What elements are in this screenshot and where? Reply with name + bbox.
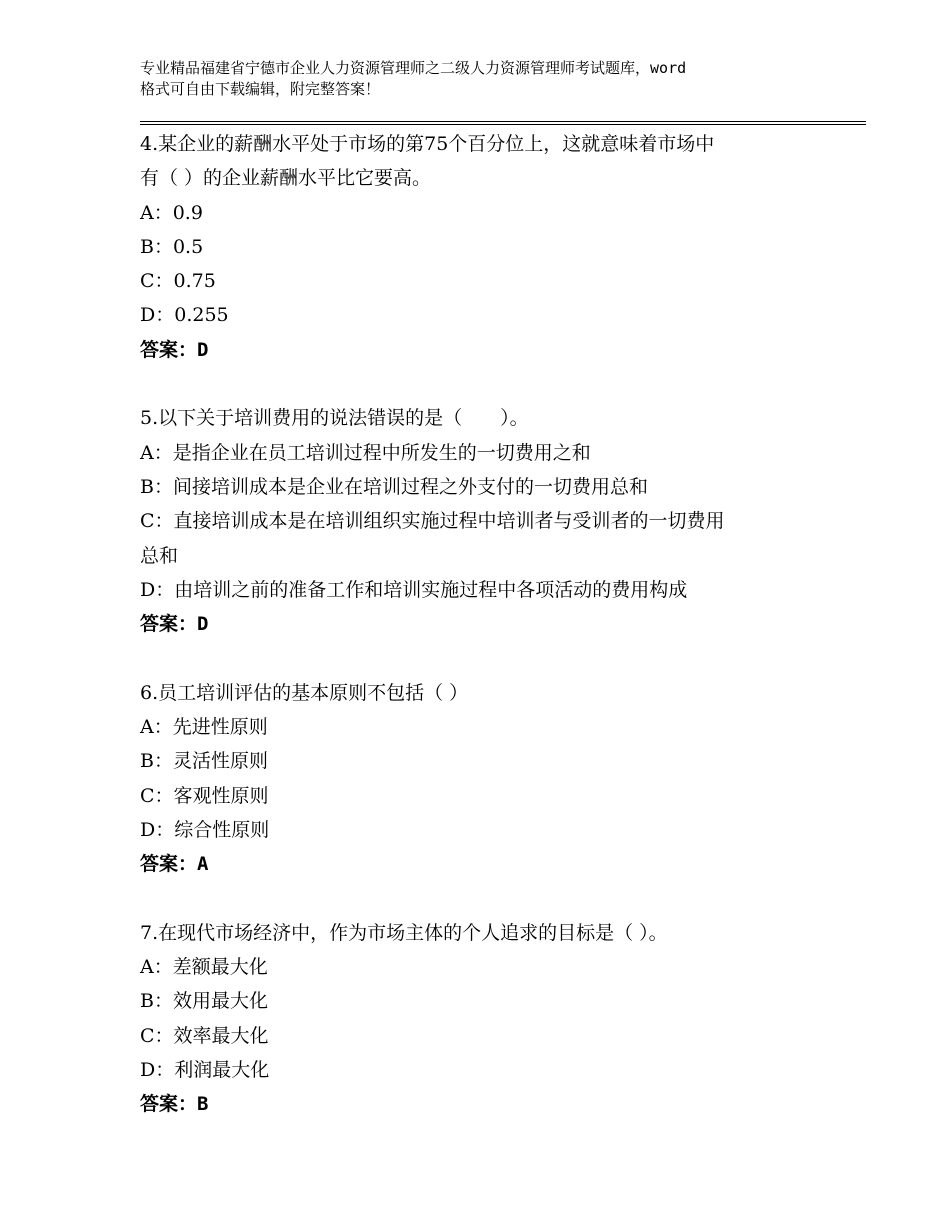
question-stem-line: 7.在现代市场经济中，作为市场主体的个人追求的目标是（ ）。 — [140, 921, 668, 944]
answer-label: 答案：D — [140, 338, 209, 361]
question-stem-line: 6.员工培训评估的基本原则不包括（ ） — [140, 681, 469, 704]
question-7 — [140, 916, 840, 1122]
question-stem-line: 4.某企业的薪酬水平处于市场的第75个百分位上，这就意味着市场中 — [140, 133, 715, 155]
answer-label: 答案：D — [140, 613, 209, 636]
option-b: B：间接培训成本是企业在培训过程之外支付的一切费用总和 — [140, 475, 648, 498]
header-divider-top — [140, 121, 866, 122]
option-c: C：0.75 — [140, 270, 216, 293]
option-b: B：灵活性原则 — [140, 750, 268, 773]
header-title-line-1: 专业精品福建省宁德市企业人力资源管理师之二级人力资源管理师考试题库，word — [140, 59, 687, 77]
header-divider-bottom — [140, 124, 866, 125]
option-d: D：综合性原则 — [140, 818, 270, 841]
option-b: B：效用最大化 — [140, 990, 268, 1013]
question-spacer — [140, 367, 840, 401]
option-a: A：先进性原则 — [140, 716, 268, 739]
header-title-line-2: 格式可自由下载编辑，附完整答案！ — [140, 80, 381, 98]
question-spacer — [140, 882, 840, 916]
option-c: C：效率最大化 — [140, 1024, 269, 1047]
option-c: C：客观性原则 — [140, 784, 269, 807]
option-d: D：0.255 — [140, 304, 229, 327]
option-d: D：由培训之前的准备工作和培训实施过程中各项活动的费用构成 — [140, 578, 688, 601]
question-4 — [140, 127, 840, 367]
answer-label: 答案：B — [140, 1093, 209, 1116]
question-stem-line: 有（ ）的企业薪酬水平比它要高。 — [140, 167, 432, 190]
option-a: A：0.9 — [140, 201, 203, 224]
option-b: B：0.5 — [140, 235, 204, 258]
option-a: A：是指企业在员工培训过程中所发生的一切费用之和 — [140, 441, 591, 464]
document-header — [140, 58, 830, 100]
option-a: A：差额最大化 — [140, 956, 268, 979]
question-5 — [140, 401, 840, 641]
question-spacer — [140, 641, 840, 675]
option-d: D：利润最大化 — [140, 1059, 270, 1082]
option-c-continued: 总和 — [140, 544, 179, 567]
question-stem-line: 5.以下关于培训费用的说法错误的是（ ）。 — [140, 407, 529, 430]
question-6 — [140, 676, 840, 882]
answer-label: 答案：A — [140, 853, 209, 876]
option-c: C：直接培训成本是在培训组织实施过程中培训者与受训者的一切费用 — [140, 510, 725, 533]
question-list — [140, 127, 840, 1122]
